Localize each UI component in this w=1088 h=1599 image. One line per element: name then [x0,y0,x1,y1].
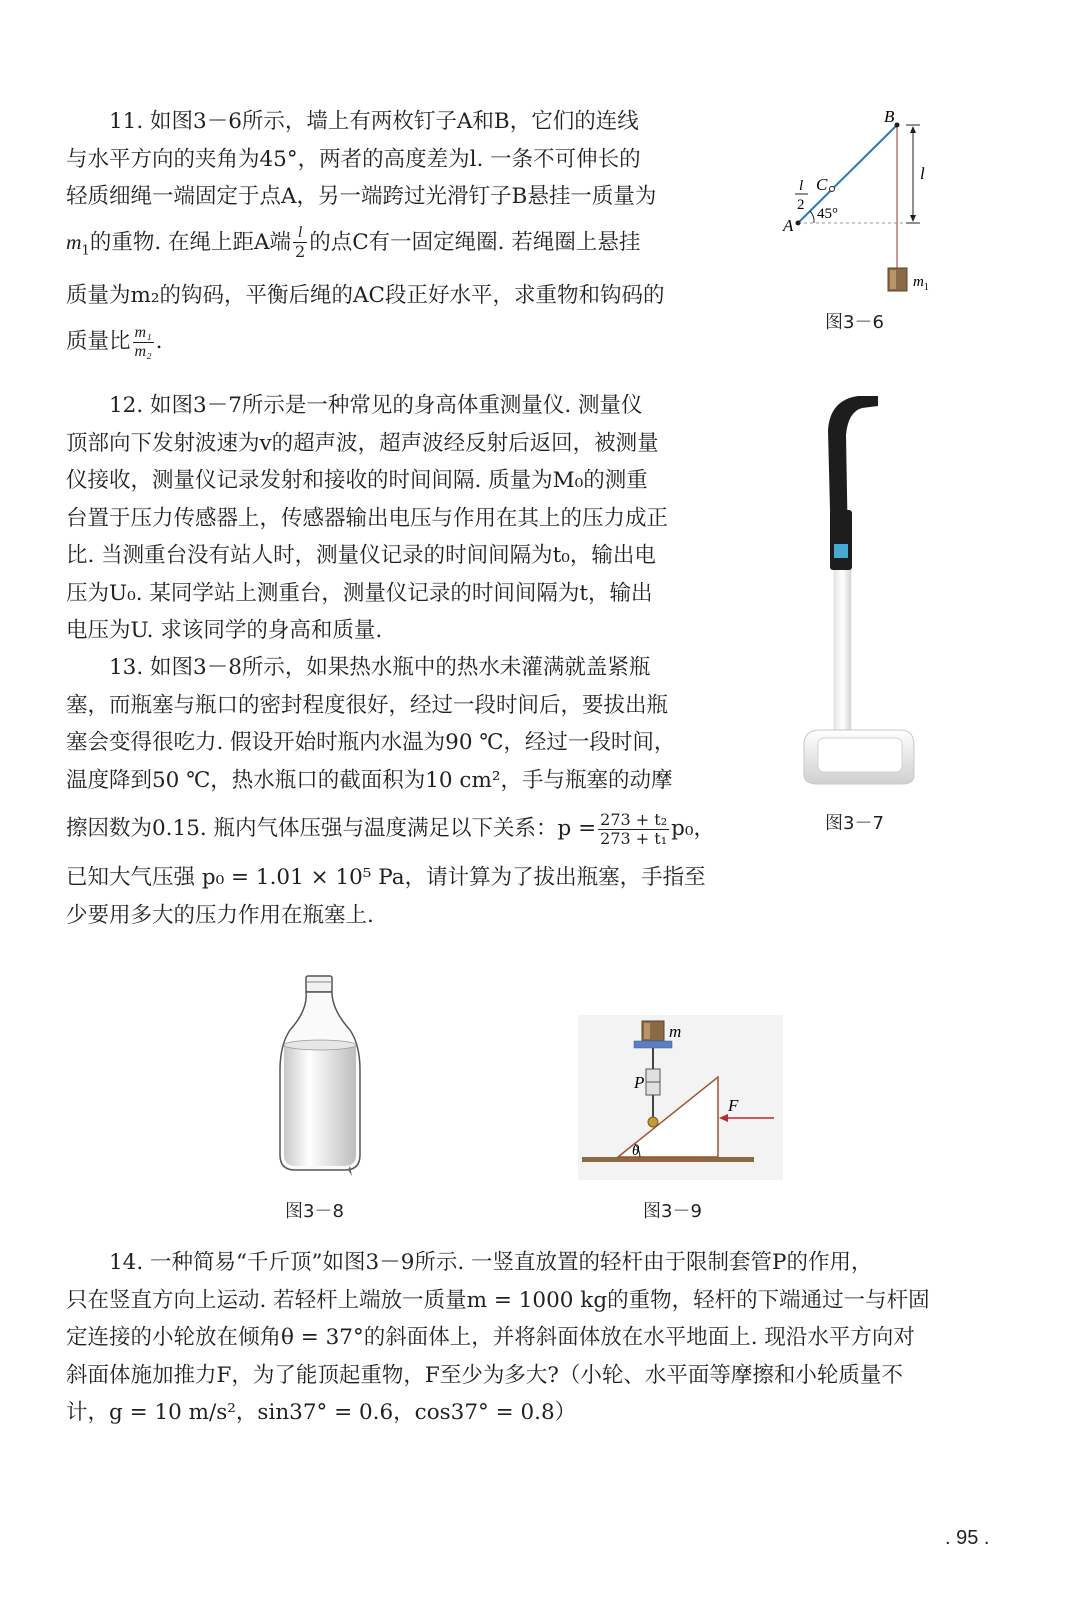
problem-11-line: 11. 如图3－6所示，墙上有两枚钉子A和B，它们的连线 [109,109,639,134]
dimension-arrow-up [910,126,916,133]
caption-fig-3-6: 图3－6 [825,312,884,333]
text-run: 质量比 [66,329,131,355]
problem-14-line: 定连接的小轮放在倾角θ = 37°的斜面体上，并将斜面体放在水平地面上. 现沿水平方向对 [66,1325,915,1350]
label-l: l [920,164,925,183]
problem-11-line [66,314,721,370]
page-number: . 95 . [945,1527,990,1549]
problem-12 [66,387,721,650]
problem-14-line: 14. 一种简易“千斤顶”如图3－9所示. 一竖直放置的轻杆由于限制套管P的作用， [109,1250,873,1275]
bottle-neck [306,976,332,992]
fraction-denominator: 273 + t₁ [600,828,668,848]
meter-column [830,510,852,570]
fraction-mass-ratio [133,324,154,361]
subscript: 1 [81,242,90,258]
nail-a [796,221,801,226]
problem-11 [66,103,721,370]
problem-12-line: 仪接收，测量仪记录发射和接收的时间间隔. 质量为M₀的测重 [66,468,648,493]
label-m1-sub: 1 [923,282,929,293]
label-c: C [816,175,828,194]
problem-14-line: 斜面体施加推力F，为了能顶起重物，F至少为多大?（小轮、水平面等摩擦和小轮质量不 [66,1362,903,1388]
label-a: A [783,216,794,235]
problem-12-line: 压为U₀. 某同学站上测重台，测量仪记录的时间间隔为t，输出 [66,580,653,606]
angle-arc [810,211,814,223]
label-angle: 45° [817,206,838,222]
loop-c [830,187,835,192]
figure-3-8 [270,970,370,1180]
text-run: 擦因数为0.15. 瓶内气体压强与温度满足以下关系：p = [66,816,597,841]
hot-water [284,1045,356,1166]
problem-13-line [66,799,721,859]
figure-3-9 [578,1015,783,1180]
fraction-denominator: m₂ [134,342,152,360]
caption-fig-3-9: 图3－9 [643,1201,702,1222]
problem-11-line [66,216,721,277]
problem-12-line: 顶部向下发射波速为v的超声波，超声波经反射后返回，被测量 [66,430,659,456]
fraction-denominator: 2 [295,242,306,261]
text-run: p₀， [671,816,716,841]
problem-11-line: 轻质细绳一端固定于点A，另一端跨过光滑钉子B悬挂一质量为 [66,184,657,209]
problem-14-line: 只在竖直方向上运动. 若轻杆上端放一质量m = 1000 kg的重物，轻杆的下端通过一与杆固 [66,1287,930,1313]
meter-pole [834,565,851,735]
label-p: P [634,1073,645,1092]
fraction-temperature [598,811,669,848]
problem-11-line: 与水平方向的夹角为45°，两者的高度差为l. 一条不可伸长的 [66,146,641,172]
problem-12-line: 比. 当测重台没有站人时，测量仪记录的时间间隔为t₀，输出电 [66,543,656,568]
water-surface [284,1040,356,1050]
text-run: 的重物. 在绳上距A端 [89,229,292,255]
problem-13-line: 塞，而瓶塞与瓶口的密封程度很好，经过一段时间后，要拔出瓶 [66,692,669,718]
weighing-platform [818,738,902,772]
problem-14-line: 计，g = 10 m/s²，sin37° = 0.6，cos37° = 0.8） [66,1400,577,1425]
problem-13-line: 塞会变得很吃力. 假设开始时瓶内水温为90 ℃，经过一段时间， [66,730,676,755]
fraction-numerator: l [293,224,307,243]
text-run: 的点C有一固定绳圈. 若绳圈上悬挂 [309,229,641,255]
label-half-denominator: 2 [797,197,805,213]
label-f: F [728,1096,739,1115]
label-b: B [884,108,895,126]
problem-11-line: 质量为m₂的钩码，平衡后绳的AC段正好水平，求重物和钩码的 [66,282,665,308]
fraction-l-over-2 [293,224,307,261]
problem-13-line: 13. 如图3－8所示，如果热水瓶中的热水未灌满就盖紧瓶 [109,655,651,680]
problem-12-line: 台置于压力传感器上，传感器输出电压与作用在其上的压力成正 [66,505,669,531]
caption-fig-3-7: 图3－7 [825,813,884,834]
mass-highlight [644,1023,650,1039]
label-m1-main: m [913,274,924,290]
nail-b [895,123,900,128]
fraction-numerator: 273 + t₂ [600,809,668,829]
problem-12-line: 电压为U. 求该同学的身高和质量. [66,618,383,643]
problem-14 [66,1244,991,1432]
dimension-arrow-down [910,215,916,222]
figure-3-6 [780,108,950,298]
problem-13-line: 温度降到50 ℃，热水瓶口的截面积为10 cm²，手与瓶塞的动摩 [66,767,673,793]
problem-13-line: 少要用多大的压力作用在瓶塞上. [66,902,374,928]
small-wheel [648,1117,658,1127]
label-m1 [913,274,929,293]
problem-12-line: 12. 如图3－7所示是一种常见的身高体重测量仪. 测量仪 [109,393,643,418]
fraction-numerator: m₁ [134,323,152,341]
text-run: . [155,329,163,355]
weight-m1-highlight [890,270,896,289]
var-m: m [66,229,82,254]
top-plate [634,1041,672,1048]
problem-13-line: 已知大气压强 p₀ = 1.01 × 10⁵ Pa，请计算为了拔出瓶塞，手指至 [66,865,706,890]
meter-display [834,544,848,558]
rope-ab [798,125,897,223]
caption-fig-3-8: 图3－8 [285,1201,344,1222]
figure-3-7 [790,390,930,800]
problem-13 [66,649,721,934]
label-m: m [669,1022,682,1041]
label-theta: θ [632,1143,640,1159]
label-half-numerator: l [799,178,804,194]
